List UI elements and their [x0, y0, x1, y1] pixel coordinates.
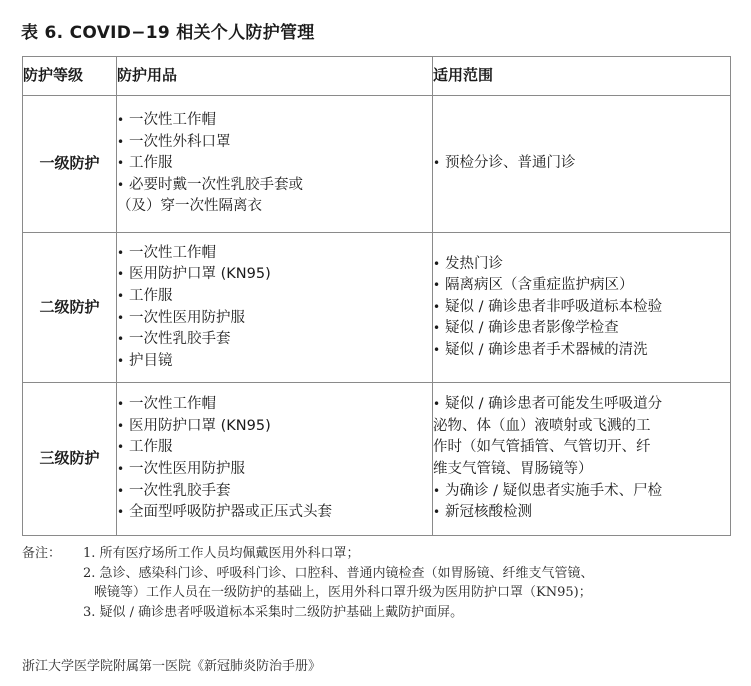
list-item: • 发热门诊 — [433, 254, 730, 276]
list-item: • 必要时戴一次性乳胶手套或 — [117, 175, 432, 197]
list-item: • 疑似 / 确诊患者手术器械的清洗 — [433, 340, 730, 362]
list-item: • 疑似 / 确诊患者非呼吸道标本检验 — [433, 297, 730, 319]
notes-label: 备注： — [22, 546, 62, 561]
list-item: • 全面型呼吸防护器或正压式头套 — [117, 502, 432, 524]
note-item: 2. 急诊、感染科门诊、呼吸科门诊、口腔科、普通内镜检查（如胃肠镜、纤维支气管镜、 — [83, 565, 594, 581]
list-item: • 新冠核酸检测 — [433, 502, 730, 524]
list-item-continuation: 作时（如气管插管、气管切开、纤 — [433, 439, 651, 456]
note-item-continuation: 喉镜等）工作人员在一级防护的基础上，医用外科口罩升级为医用防护口罩（KN95)； — [94, 585, 592, 600]
list-item: • 一次性工作帽 — [117, 394, 432, 416]
list-item: • 疑似 / 确诊患者影像学检查 — [433, 318, 730, 340]
notes-list — [83, 544, 734, 622]
table-row-level-1 — [23, 96, 731, 233]
list-item: • 工作服 — [117, 286, 432, 308]
list-item: • 医用防护口罩 (KN95) — [117, 264, 432, 286]
list-item: • 工作服 — [117, 153, 432, 175]
list-item: • 一次性医用防护服 — [117, 459, 432, 481]
list-item: • 一次性工作帽 — [117, 243, 432, 265]
equipment-cell — [117, 96, 433, 233]
table-row-level-3 — [23, 383, 731, 536]
list-item: • 预检分诊、普通门诊 — [433, 153, 730, 175]
note-item: 3. 疑似 / 确诊患者呼吸道标本采集时二级防护基础上戴防护面屏。 — [83, 604, 464, 620]
equipment-list — [117, 243, 432, 373]
scope-list — [433, 394, 730, 524]
header-equipment: 防护用品 — [117, 57, 433, 96]
notes-section — [22, 544, 734, 622]
equipment-cell — [117, 383, 433, 536]
list-item: • 为确诊 / 疑似患者实施手术、尸检 — [433, 481, 730, 503]
table-title: 表 6. COVID−19 相关个人防护管理 — [21, 23, 315, 43]
note-item: 1. 所有医疗场所工作人员均佩戴医用外科口罩； — [83, 546, 360, 561]
list-item: • 一次性医用防护服 — [117, 308, 432, 330]
list-item: • 工作服 — [117, 437, 432, 459]
equipment-list — [117, 394, 432, 524]
list-item: • 一次性乳胶手套 — [117, 481, 432, 503]
header-level: 防护等级 — [23, 57, 117, 96]
list-item-continuation: 泌物、体（血）液喷射或飞溅的工 — [433, 417, 651, 434]
list-item-continuation: 维支气管镜、胃肠镜等） — [433, 461, 593, 477]
scope-list — [433, 153, 730, 175]
table-row-level-2 — [23, 233, 731, 383]
list-item-continuation: （及）穿一次性隔离衣 — [117, 198, 262, 215]
list-item: • 一次性外科口罩 — [117, 132, 432, 154]
scope-cell — [433, 383, 731, 536]
equipment-cell — [117, 233, 433, 383]
list-item: • 一次性工作帽 — [117, 110, 432, 132]
list-item: • 医用防护口罩 (KN95) — [117, 416, 432, 438]
list-item: • 护目镜 — [117, 351, 432, 373]
scope-cell — [433, 96, 731, 233]
header-scope: 适用范围 — [433, 57, 731, 96]
list-item: • 一次性乳胶手套 — [117, 329, 432, 351]
level-cell: 二级防护 — [23, 233, 117, 383]
ppe-table — [22, 56, 731, 536]
table-header-row — [23, 57, 731, 96]
scope-cell — [433, 233, 731, 383]
level-cell: 一级防护 — [23, 96, 117, 233]
list-item: • 隔离病区（含重症监护病区） — [433, 275, 730, 297]
scope-list — [433, 254, 730, 362]
source-citation: 浙江大学医学院附属第一医院《新冠肺炎防治手册》 — [22, 659, 322, 674]
level-cell: 三级防护 — [23, 383, 117, 536]
list-item: • 疑似 / 确诊患者可能发生呼吸道分 — [433, 394, 730, 416]
equipment-list — [117, 110, 432, 218]
